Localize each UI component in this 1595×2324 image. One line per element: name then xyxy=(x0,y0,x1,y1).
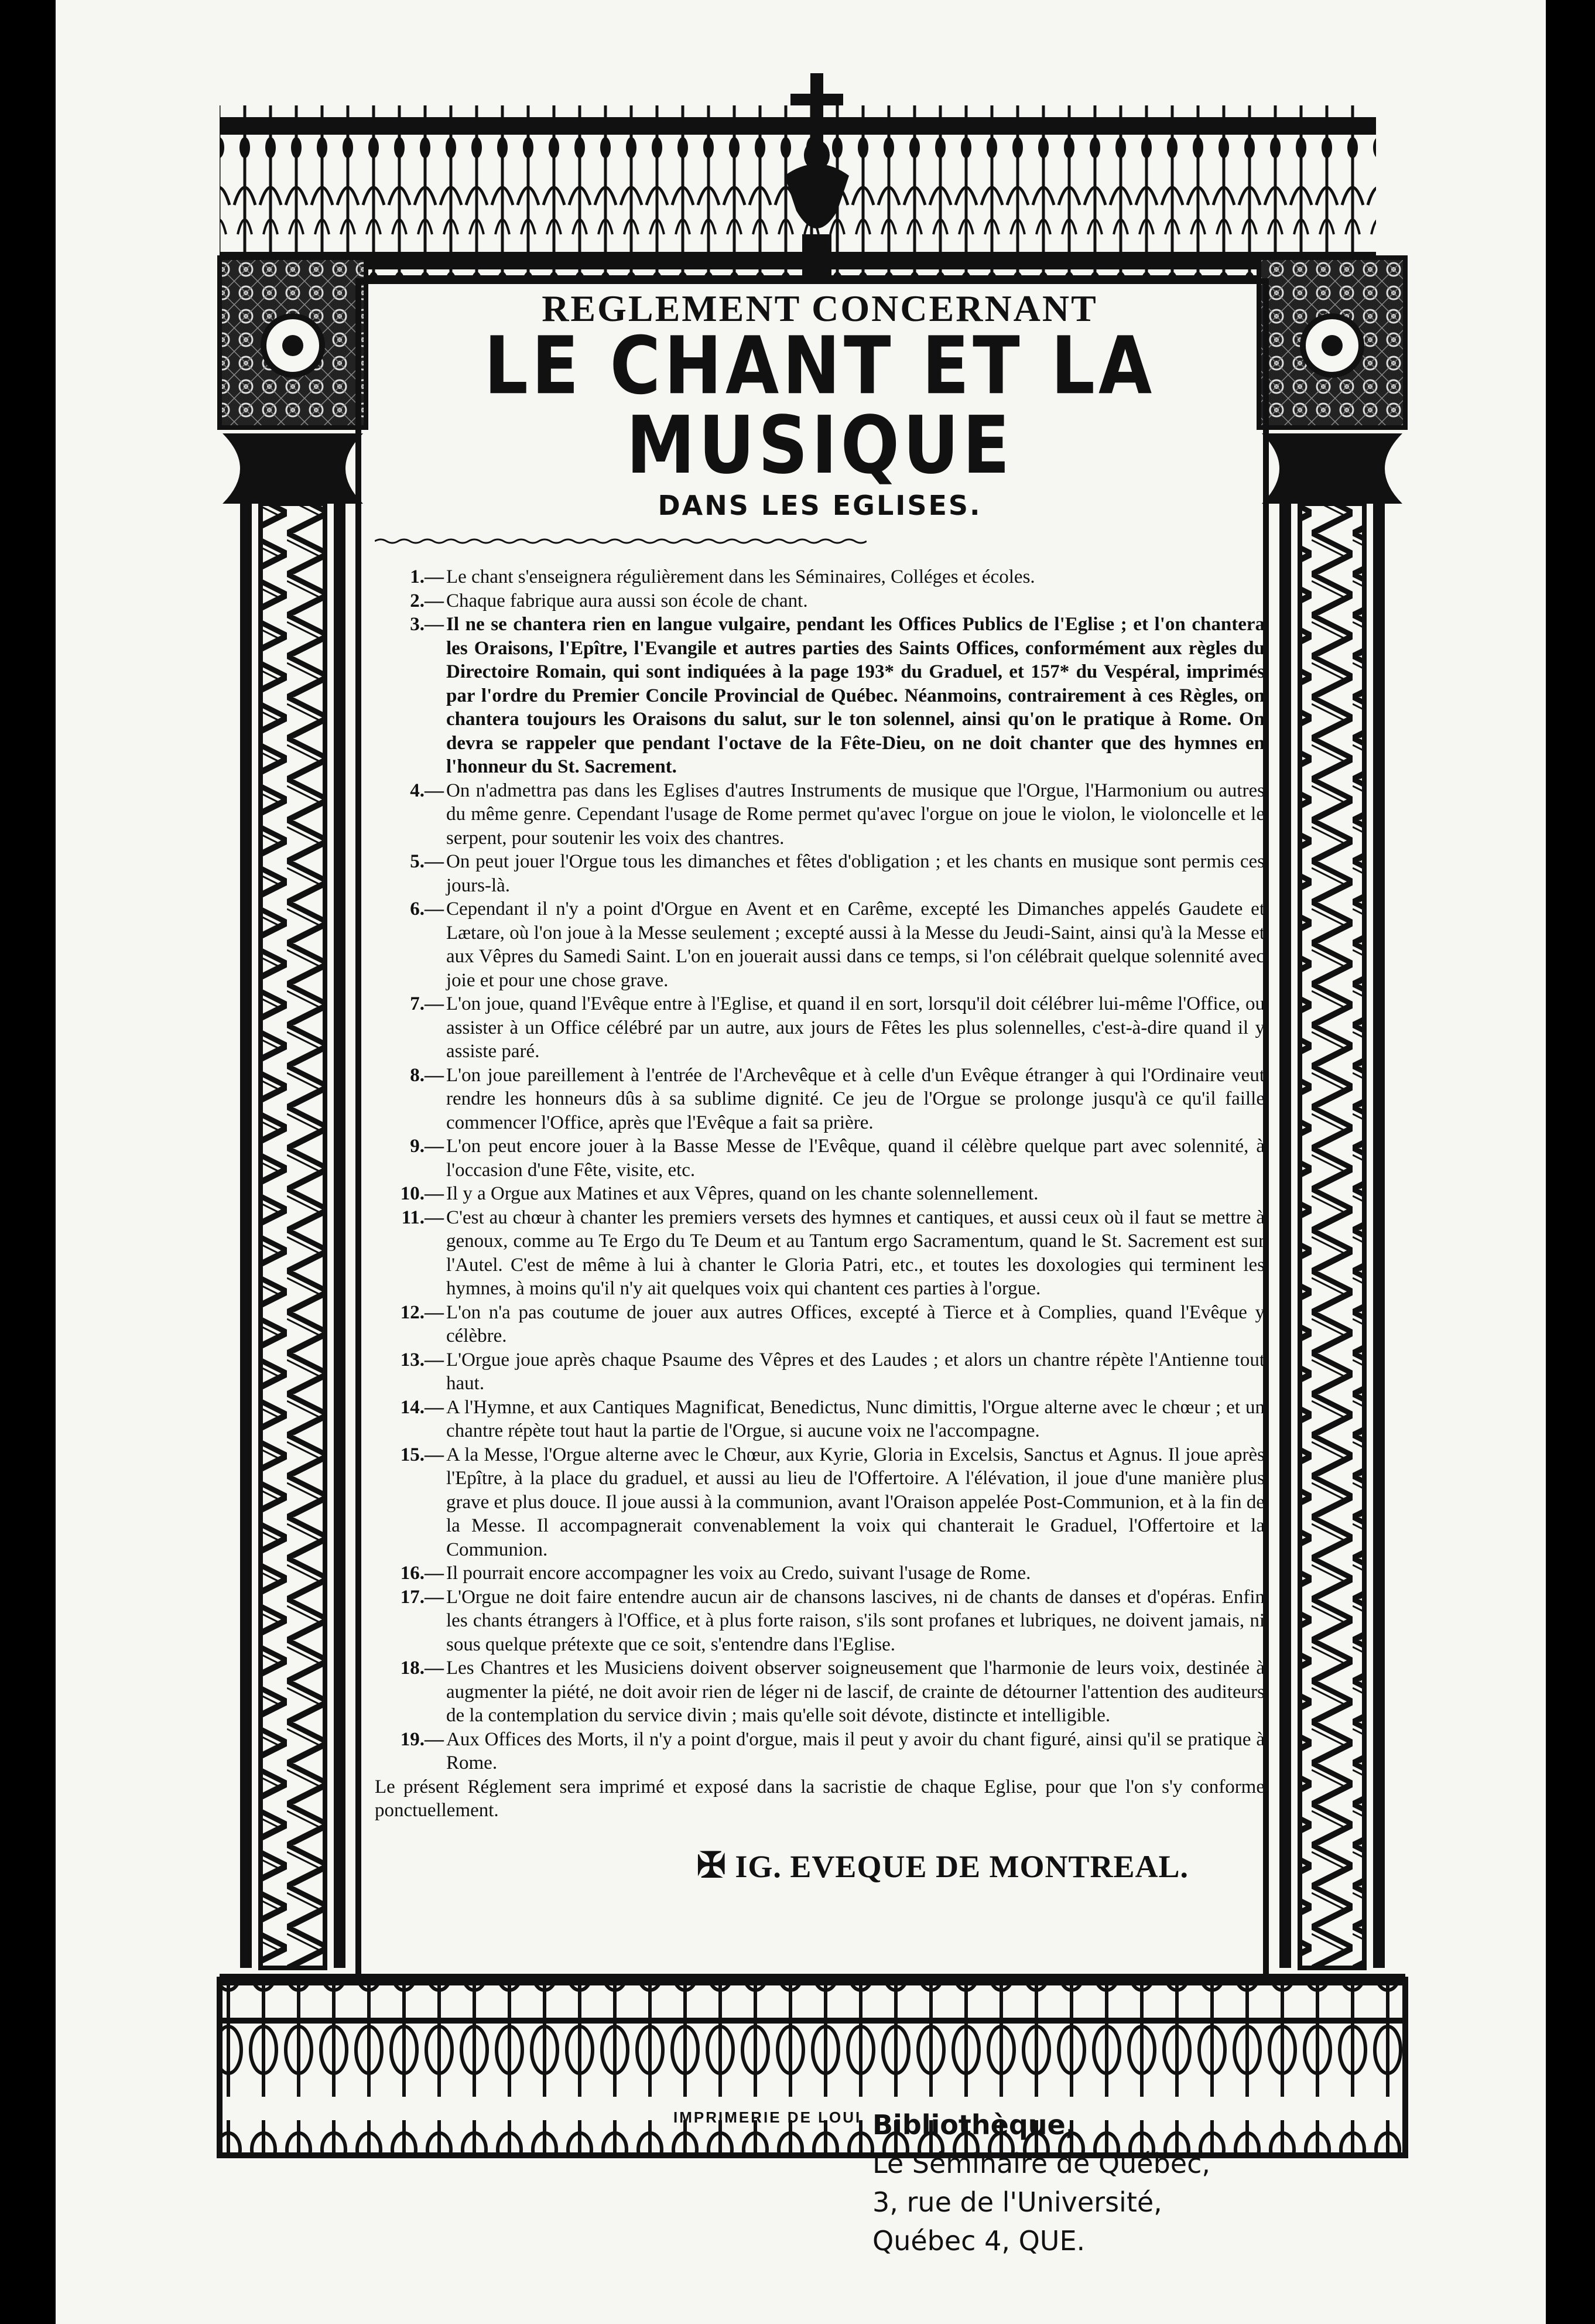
article-item xyxy=(375,1585,1265,1657)
regulation-text-area xyxy=(375,287,1265,1915)
signature-block xyxy=(375,1845,1265,1886)
article-text: Le chant s'enseignera régulièrement dans les Séminaires, Colléges et écoles. xyxy=(446,566,1035,587)
article-number: 15.— xyxy=(400,1444,444,1465)
article-text: L'Orgue joue après chaque Psaume des Vêpres et des Laudes ; et alors un chantre répète l'Antienne tout haut. xyxy=(446,1349,1265,1394)
article-text: L'on joue pareillement à l'entrée de l'Archevêque et à celle d'un Evêque étranger à qui l'Ordinaire veut rendre les honneurs dûs à sa sublime dignité. Ce jeu de l'Orgue se prolonge jusqu'à ce qu'il faille commencer l'Office, après que l'Evêque a fait sa prière. xyxy=(446,1064,1265,1133)
article-item xyxy=(375,589,1265,613)
article-number: 13.— xyxy=(400,1349,444,1371)
article-item xyxy=(375,1206,1265,1301)
article-text: Les Chantres et les Musiciens doivent observer soigneusement que l'harmonie de leurs voix, destinée à augmenter la piété, ne doit avoir rien de léger ni de lascif, de crainte de détourner l'attention des auditeurs de la contemplation du service divin ; mais qu'elle soit dévote, distincte et intelligible. xyxy=(446,1657,1265,1726)
article-number: 18.— xyxy=(400,1657,444,1679)
article-item xyxy=(375,1561,1265,1585)
library-stamp xyxy=(872,2106,1210,2260)
article-item xyxy=(375,1134,1265,1182)
article-number: 17.— xyxy=(400,1586,444,1608)
article-item xyxy=(375,1728,1265,1775)
article-number: 2.— xyxy=(410,590,444,611)
article-item xyxy=(375,1396,1265,1443)
printer-imprint: IMPRIMERIE DE LOUI xyxy=(673,2108,862,2126)
article-text: A la Messe, l'Orgue alterne avec le Chœur, aux Kyrie, Gloria in Excelsis, Sanctus et Agnus. Il joue après l'Epître, à la place du graduel, et aussi au lieu de l'Offertoire. A l'élévation, il joue d'une manière plus grave et plus douce. Il joue aussi à la communion, avant l'Oraison appelée Post-Communion, et à la fin de la Messe. Il accompagnerait convenablement la voix qui chanterait le Graduel, l'Offertoire et la Communion. xyxy=(446,1444,1265,1560)
signature-text: IG. EVEQUE DE MONTREAL. xyxy=(735,1848,1189,1884)
article-item xyxy=(375,992,1265,1064)
stamp-line-4: Québec 4, QUE. xyxy=(872,2225,1086,2257)
article-text: Il ne se chantera rien en langue vulgaire, pendant les Offices Publics de l'Eglise ; et l'on chantera les Oraisons, l'Epître, l'Evangile et autres parties des Saints Offices, conformément aux règles du Directoire Romain, qui sont indiquées à la page 193* du Graduel, et 157* du Vespéral, imprimés par l'ordre du Premier Concile Provincial de Québec. Néanmoins, contrairement à ces Règles, on chantera toujours les Oraisons du salut, sur le ton solennel, ainsi qu'on le pratique à Rome. On devra se rappeler que pendant l'octave de la Fête-Dieu, on ne doit chanter que des hymnes en l'honneur du St. Sacrement. xyxy=(446,614,1265,777)
article-number: 1.— xyxy=(410,566,444,587)
article-number: 8.— xyxy=(410,1064,444,1086)
heading-reglement: REGLEMENT CONCERNANT xyxy=(542,288,1098,329)
article-text: L'on peut encore jouer à la Basse Messe de l'Evêque, quand il célèbre quelque part avec solennité, à l'occasion d'une Fête, visite, etc. xyxy=(446,1136,1265,1181)
article-text: On peut jouer l'Orgue tous les dimanches et fêtes d'obligation ; et les chants en musique sont permis ces jours-là. xyxy=(446,851,1265,896)
stamp-line-3: 3, rue de l'Université, xyxy=(872,2186,1162,2218)
article-item xyxy=(375,613,1265,779)
article-item xyxy=(375,897,1265,992)
article-number: 9.— xyxy=(410,1136,444,1157)
closing-text: Le présent Réglement sera imprimé et exposé dans la sacristie de chaque Eglise, pour que l'on s'y conforme ponctuellement. xyxy=(375,1776,1265,1821)
article-number: 16.— xyxy=(400,1563,444,1584)
closing-statement xyxy=(375,1775,1265,1823)
heading-main-title: LE CHANT ET LA MUSIQUE xyxy=(484,319,1156,492)
article-text: Cependant il n'y a point d'Orgue en Avent et en Carême, excepté les Dimanches appelés Gaudete et Lætare, où l'on joue à la Messe seulement ; excepté aussi à la Messe du Jeudi-Saint, ainsi qu'à la Messe et aux Vêpres du Samedi Saint. L'on en jouerait aussi dans ce temps, si l'on célébrait quelque solennité avec joie et pour une chose grave. xyxy=(446,898,1265,991)
article-item xyxy=(375,1301,1265,1348)
article-number: 11.— xyxy=(401,1207,444,1228)
article-number: 14.— xyxy=(400,1396,444,1418)
article-text: On n'admettra pas dans les Eglises d'autres Instruments de musique que l'Orgue, l'Harmonium ou autres du même genre. Cependant l'usage de Rome permet qu'avec l'orgue on joue le violon, le violoncelle et le serpent, pour soutenir les voix des chantres. xyxy=(446,780,1265,849)
article-item xyxy=(375,1443,1265,1562)
article-number: 12.— xyxy=(400,1301,444,1323)
article-text: A l'Hymne, et aux Cantiques Magnificat, Benedictus, Nunc dimittis, l'Orgue alterne avec le chœur ; et un chantre répète tout haut la partie de l'Orgue, si aucune voix ne l'accompagne. xyxy=(446,1396,1265,1441)
article-number: 19.— xyxy=(400,1728,444,1750)
article-item xyxy=(375,565,1265,589)
article-text: L'Orgue ne doit faire entendre aucun air de chansons lascives, ni de chants de danses et d'opéras. Enfin les chants étrangers à l'Office, et à plus forte raison, s'ils sont profanes et lubriques, ne doivent jamais, ni sous quelque prétexte que ce soit, s'entendre dans l'Eglise. xyxy=(446,1586,1265,1655)
article-item xyxy=(375,850,1265,897)
article-text: L'on n'a pas coutume de jouer aux autres Offices, excepté à Tierce et à Complies, quand l'Evêque y célèbre. xyxy=(446,1301,1265,1346)
article-item xyxy=(375,1348,1265,1396)
article-item xyxy=(375,1182,1265,1206)
article-number: 6.— xyxy=(410,898,444,920)
article-list xyxy=(375,565,1265,1775)
article-number: 7.— xyxy=(410,993,444,1014)
article-item xyxy=(375,1656,1265,1728)
decorative-rule xyxy=(375,538,867,545)
stamp-line-2: Le Séminaire de Québec, xyxy=(872,2148,1210,2179)
article-text: Il pourrait encore accompagner les voix au Credo, suivant l'usage de Rome. xyxy=(446,1563,1031,1584)
article-text: Il y a Orgue aux Matines et aux Vêpres, quand on les chante solennellement. xyxy=(446,1183,1039,1204)
article-number: 5.— xyxy=(410,851,444,872)
article-number: 4.— xyxy=(410,780,444,801)
stamp-line-1: Bibliothèque, xyxy=(872,2109,1076,2141)
article-text: L'on joue, quand l'Evêque entre à l'Eglise, et quand il en sort, lorsqu'il doit célébrer lui-même l'Office, ou assister à un Office célébré par un autre, aux jours de Fêtes les plus solennelles, c'est-à-dire quand il y assiste paré. xyxy=(446,993,1265,1062)
heading-subtitle: DANS LES EGLISES. xyxy=(658,490,982,521)
article-text: C'est au chœur à chanter les premiers versets des hymnes et cantiques, et aussi ceux où il faut se mettre à genoux, comme au Te Ergo du Te Deum et au Tantum ergo Sacramentum, quand le St. Sacrement est sur l'Autel. C'est de même à lui à chanter le Gloria Patri, etc., et toutes les doxologies qui terminent les hymnes, à moins qu'il n'y ait quelques voix qui chantent ces parties à l'orgue. xyxy=(446,1207,1265,1299)
cross-icon: ✠ xyxy=(696,1845,727,1885)
article-number: 10.— xyxy=(400,1183,444,1204)
article-text: Chaque fabrique aura aussi son école de chant. xyxy=(446,590,808,611)
article-item xyxy=(375,779,1265,850)
article-text: Aux Offices des Morts, il n'y a point d'orgue, mais il peut y avoir du chant figuré, ainsi qu'il se pratique à Rome. xyxy=(446,1728,1265,1773)
article-number: 3.— xyxy=(410,614,444,635)
article-item xyxy=(375,1064,1265,1135)
